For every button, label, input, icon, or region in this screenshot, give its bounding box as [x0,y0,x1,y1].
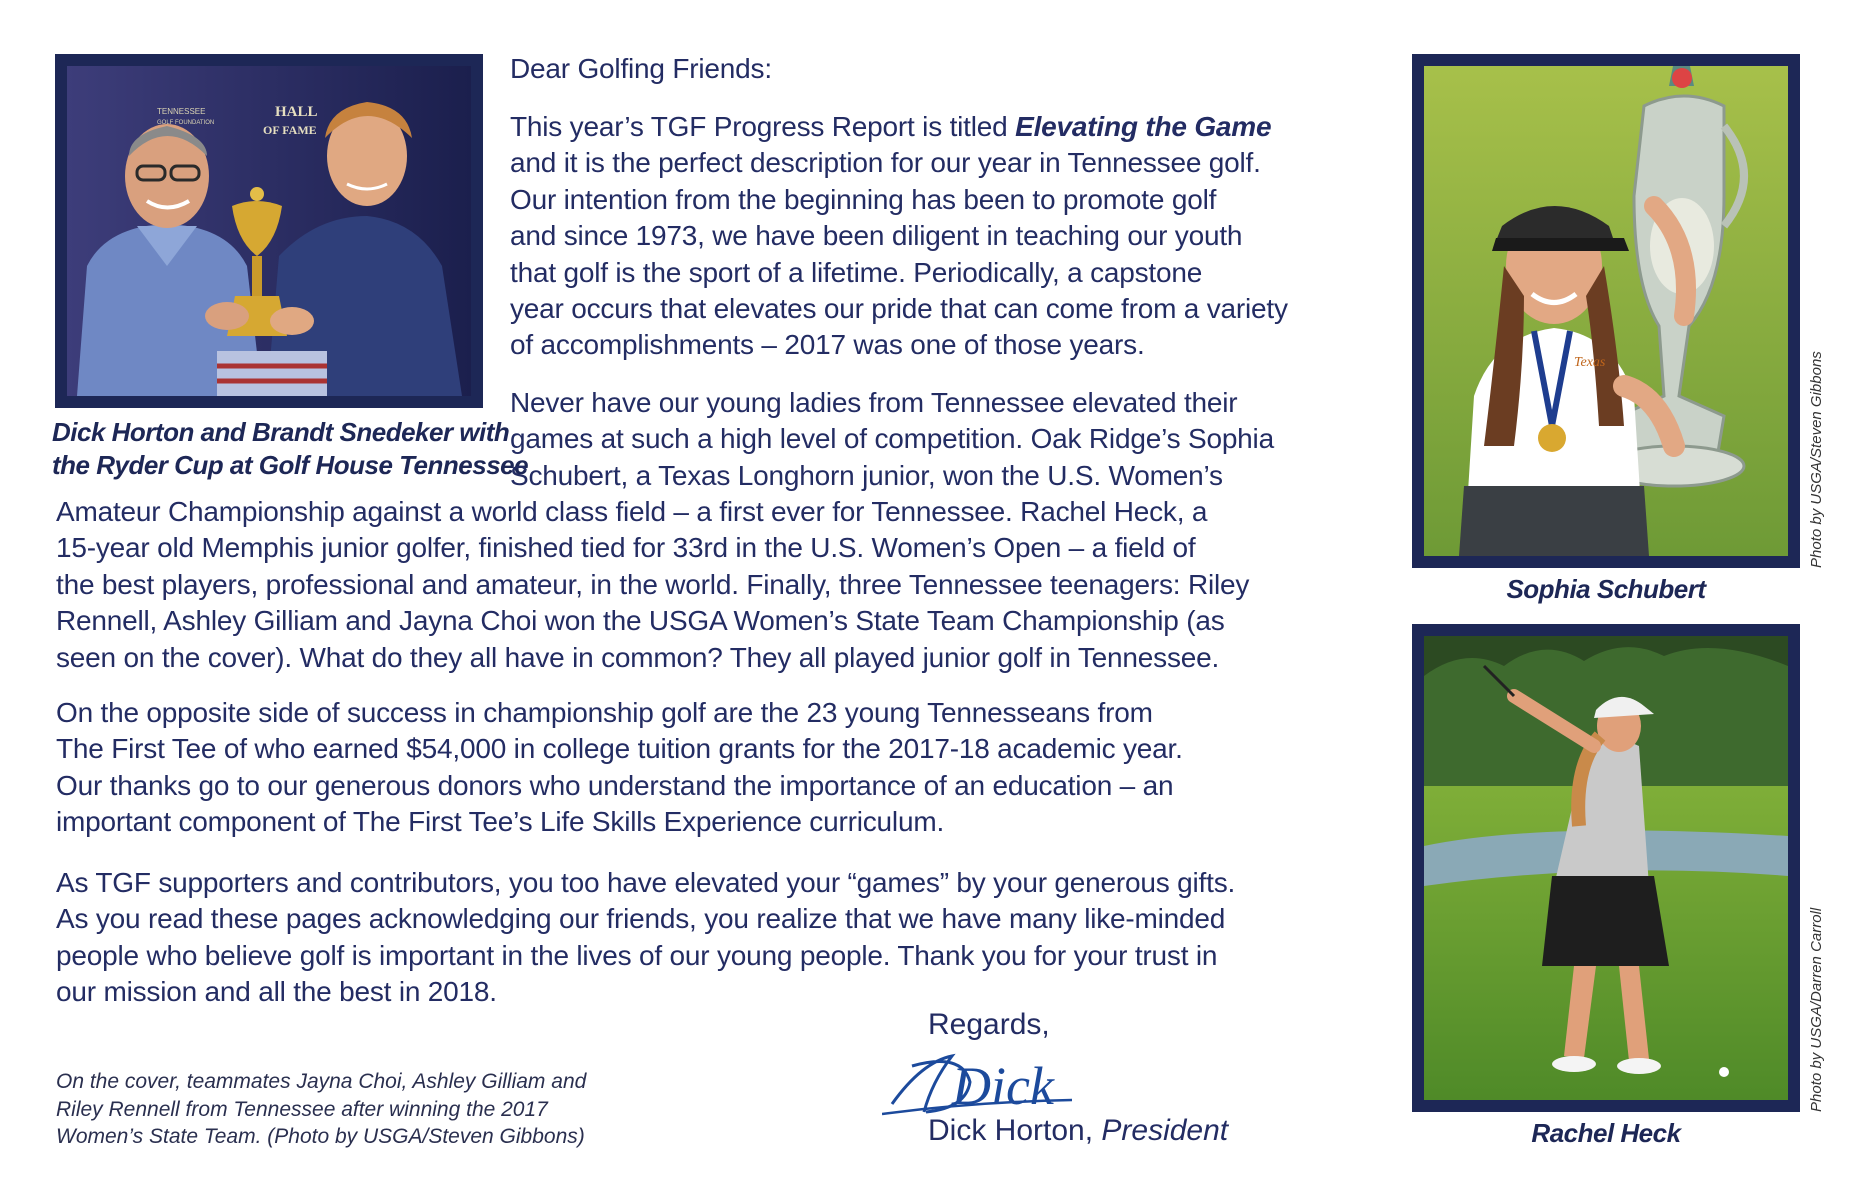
paragraph-line: that golf is the sport of a lifetime. Periodically, a capstone [510,256,1203,288]
paragraph-line: seen on the cover). What do they all have in common? They all played junior golf in Tennessee. [56,641,1220,673]
letter-paragraph-1 [510,109,1288,364]
cover-note-line: Women’s State Team. (Photo by USGA/Steven Gibbons) [56,1125,585,1148]
paragraph-line: As you read these pages acknowledging our friends, you realize that we have many like-minded [56,903,1226,935]
paragraph-line: As TGF supporters and contributors, you too have elevated your “games” by your generous gifts. [56,867,1236,898]
paragraph-line: Schubert, a Texas Longhorn junior, won the U.S. Women’s [510,459,1223,491]
signature-dick [882,1042,1082,1122]
paragraph-line: Rennell, Ashley Gilliam and Jayna Choi won the USGA Women’s State Team Championship (as [56,605,1225,637]
paragraph-line: Amateur Championship against a world class field – a first ever for Tennessee. Rachel Heck, a [56,496,1208,527]
cover-note-line: On the cover, teammates Jayna Choi, Ashley Gilliam and [56,1070,587,1093]
signature-graphic [882,1042,1082,1122]
paragraph-line: our mission and all the best in 2018. [56,976,497,1008]
letter-paragraph-2-cont [56,494,1249,676]
paragraph-line: people who believe golf is important in the lives of our young people. Thank you for your trust in [56,939,1218,971]
banner-text-2: GOLF FOUNDATION [157,120,215,126]
paragraph-line: the best players, professional and amateur, in the world. Finally, three Tennessee teenagers: Riley [56,568,1250,600]
paragraph-line: important component of The First Tee’s Life Skills Experience curriculum. [56,806,945,838]
p1-lead-text: This year’s TGF Progress Report is titled [510,111,1016,142]
paragraph-line: 15-year old Memphis junior golfer, finished tied for 33rd in the U.S. Women’s Open – a field of [56,532,1196,564]
signoff-title: President [1101,1114,1229,1147]
photo-rachel-heck-caption: Rachel Heck [1531,1118,1681,1148]
shirt-badge: Texas [1574,355,1606,370]
letter-paragraph-2 [510,385,1274,494]
banner-text-4: OF FAME [263,123,317,137]
paragraph-line: of accomplishments – 2017 was one of those years. [510,329,1145,361]
letter-paragraph-4 [56,865,1235,1011]
paragraph-line: On the opposite side of success in championship golf are the 23 young Tennesseans from [56,697,1153,728]
photo-sophia-credit: Photo by USGA/Steven Gibbons [1808,351,1825,568]
cover-photo-note [56,1068,586,1151]
letter-paragraph-3 [56,695,1183,841]
greeting-text: Dear Golfing Friends: [510,53,772,84]
paragraph-line: and since 1973, we have been diligent in teaching our youth [510,220,1243,252]
signoff-regards: Regards, [928,1008,1050,1041]
paragraph-line: and it is the perfect description for our year in Tennessee golf. [510,147,1261,179]
caption-line: the Ryder Cup at Golf House Tennessee [52,450,529,480]
paragraph-line: Our thanks go to our generous donors who understand the importance of an education – an [56,769,1174,801]
paragraph-line: The First Tee of who earned $54,000 in college tuition grants for the 2017-18 academic year. [56,733,1183,765]
banner-text-3: HALL [275,104,318,120]
paragraph-line: year occurs that elevates our pride that can come from a variety [510,293,1288,325]
signature-text: Dick [952,1056,1054,1116]
letter-greeting [510,51,772,87]
report-title: Elevating the Game [1015,111,1272,142]
paragraph-line: Our intention from the beginning has been to promote golf [510,183,1217,215]
photo-rachel-credit: Photo by USGA/Darren Carroll [1808,907,1825,1112]
banner-text-1: TENNESSEE [157,107,206,116]
signoff-name [928,1114,1228,1148]
paragraph-line [510,109,1288,145]
signoff-name-text: Dick Horton, [928,1114,1102,1147]
paragraph-line: games at such a high level of competition. Oak Ridge’s Sophia [510,423,1274,455]
photo-sophia-schubert-caption: Sophia Schubert [1506,574,1706,604]
caption-line: Dick Horton and Brandt Snedeker with [52,417,510,447]
cover-note-line: Riley Rennell from Tennessee after winning the 2017 [56,1097,548,1121]
paragraph-line: Never have our young ladies from Tennessee elevated their [510,387,1238,418]
